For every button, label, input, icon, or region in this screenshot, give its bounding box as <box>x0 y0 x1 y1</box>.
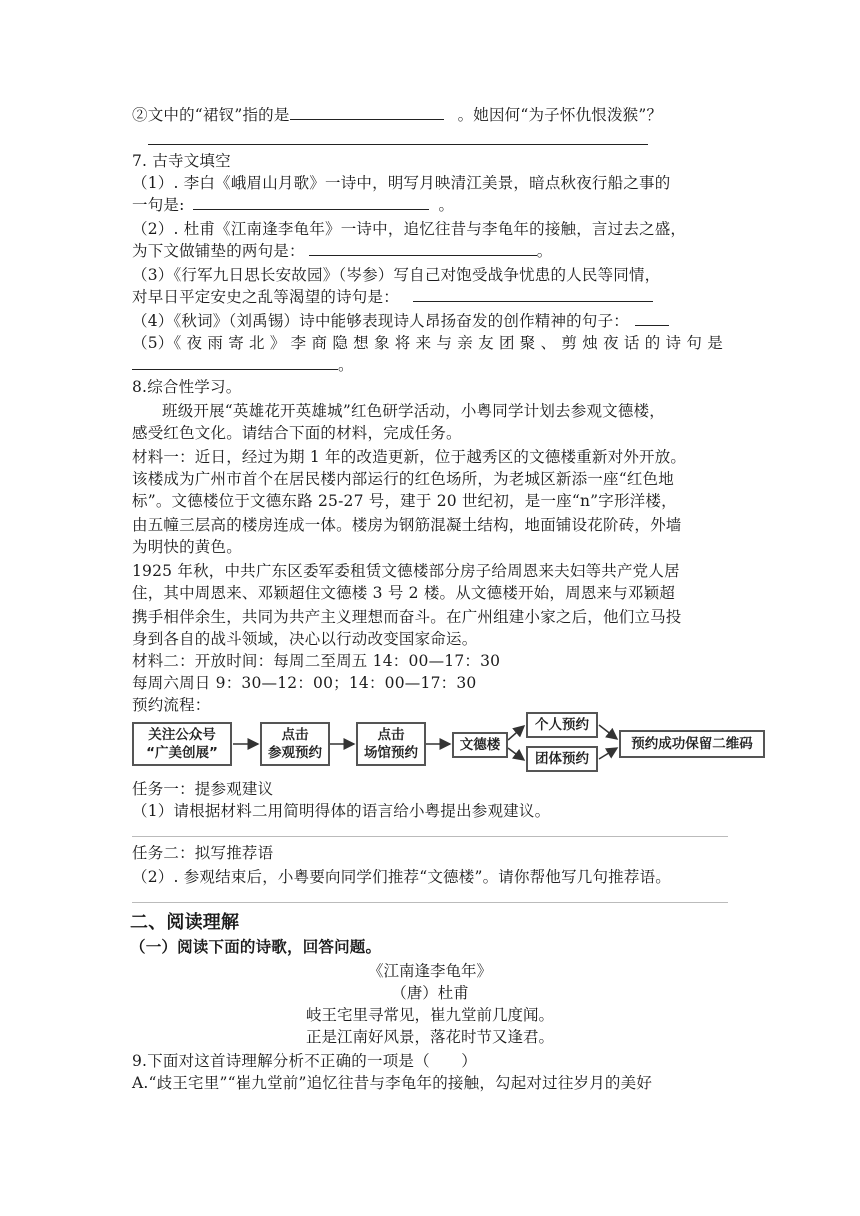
flow-box-follow-account: 关注公众号 “广美创展” <box>132 722 232 766</box>
paragraph-line: 班级开展“英雄花开英雄城”红色研学活动，小粤同学计划去参观文德楼， <box>162 402 665 420</box>
answer-line[interactable] <box>132 836 728 837</box>
task-question: （2）. 参观结束后，小粤要向同学们推荐“文德楼”。请你帮他写几句推荐语。 <box>132 868 671 886</box>
material-line: 预约流程： <box>132 696 211 714</box>
flow-box-click-visit-booking: 点击 参观预约 <box>260 722 330 766</box>
task-question: （1）请根据材料二用简明得体的语言给小粤提出参观建议。 <box>132 802 551 820</box>
material-line: 材料一：近日，经过为期 1 年的改造更新，位于越秀区的文德楼重新对外开放。 <box>132 448 687 466</box>
answer-blank[interactable] <box>309 241 537 256</box>
answer-blank[interactable] <box>290 105 444 120</box>
answer-line[interactable] <box>132 902 728 903</box>
material-line: 身到各自的战斗领域，决心以行动改变国家命运。 <box>132 630 478 648</box>
material-line: 每周六周日 9：30—12：00；14：00—17：30 <box>132 674 477 692</box>
material-line: 材料二：开放时间：每周二至周五 14：00—17：30 <box>132 652 501 670</box>
poem-line: 正是江南好风景，落花时节又逢君。 <box>305 1028 554 1046</box>
question-item: 。 <box>132 354 354 376</box>
poem-line: 岐王宅里寻常见，崔九堂前几度闻。 <box>305 1006 554 1024</box>
task-title: 任务一：提参观建议 <box>132 780 274 798</box>
flow-box-individual-booking: 个人预约 <box>526 712 598 738</box>
material-line: 1925 年秋，中共广东区委军委租赁文德楼部分房子给周恩来夫妇等共产党人居 <box>132 562 680 580</box>
flow-box-click-venue-booking: 点击 场馆预约 <box>356 722 426 766</box>
task-title: 任务二：拟写推荐语 <box>132 844 274 862</box>
poem-author: （唐）杜甫 <box>391 984 469 1002</box>
question-text: 。她因何“为子怀仇恨泼猴”？ <box>457 106 663 124</box>
poem-title: 《江南逢李龟年》 <box>367 962 492 980</box>
flow-box-group-booking: 团体预约 <box>526 746 598 772</box>
question-title: 9.下面对这首诗理解分析不正确的一项是（ ） <box>132 1052 477 1070</box>
flow-box-keep-qr-code: 预约成功保留二维码 <box>619 730 765 758</box>
answer-blank[interactable] <box>132 355 338 370</box>
flow-box-wende-building: 文德楼 <box>452 732 508 758</box>
material-line: 为明快的黄色。 <box>132 538 242 556</box>
question-item: （2）. 杜甫《江南逢李龟年》一诗中，追忆往昔与李龟年的接触，言过去之盛， <box>132 220 687 238</box>
question-line <box>132 104 662 126</box>
section-heading: 二、阅读理解 <box>130 912 240 933</box>
question-item: 为下文做铺垫的两句是： 。 <box>132 242 553 260</box>
answer-blank[interactable] <box>148 130 648 145</box>
question-item: 一句是: 。 <box>132 196 455 214</box>
question-text: ②文中的“裙钗”指的是 <box>132 106 290 124</box>
question-item: （3）《行军九日思长安故园》（岑参）写自己对饱受战争忧患的人民等同情， <box>132 266 661 284</box>
question-title: 8.综合性学习。 <box>132 378 242 396</box>
answer-blank[interactable] <box>413 287 653 302</box>
flow-arrow <box>599 748 617 759</box>
paragraph-line: 感受红色文化。请结合下面的材料，完成任务。 <box>132 424 462 442</box>
answer-blank[interactable] <box>193 195 429 210</box>
subsection-heading: （一）阅读下面的诗歌，回答问题。 <box>130 938 382 956</box>
question-option: A.“歧王宅里”“崔九堂前”追忆往昔与李龟年的接触，勾起对过往岁月的美好 <box>132 1074 653 1092</box>
material-line: 该楼成为广州市首个在居民楼内部运行的红色场所，为老城区新添一座“红色地 <box>132 470 674 488</box>
question-item: （5）《 夜 雨 寄 北 》 李 商 隐 想 象 将 来 与 亲 友 团 聚 、 剪 烛 夜 话 的 诗 句 是 <box>132 334 723 352</box>
question-item: 对早日平定安史之乱等渴望的诗句是： <box>132 286 653 308</box>
question-title: 7. 古寺文填空 <box>132 152 231 170</box>
material-line: 住，其中周恩来、邓颖超住文德楼 3 号 2 楼。从文德楼开始，周恩来与邓颖超 <box>132 584 676 602</box>
flow-arrow <box>508 726 524 740</box>
flow-arrow <box>508 748 524 760</box>
question-item: （4）《秋词》（刘禹锡）诗中能够表现诗人昂扬奋发的创作精神的句子： <box>132 310 669 332</box>
material-line: 携手相伴余生，共同为共产主义理想而奋斗。在广州组建小家之后，他们立马投 <box>132 608 682 626</box>
answer-blank[interactable] <box>635 311 669 326</box>
question-item: （1）. 李白《峨眉山月歌》一诗中，明写月映清江美景，暗点秋夜行船之事的 <box>132 174 671 192</box>
flow-arrow <box>599 725 617 739</box>
material-line: 标”。文德楼位于文德东路 25-27 号，建于 20 世纪初，是一座“n”字形洋楼， <box>132 492 677 510</box>
material-line: 由五幢三层高的楼房连成一体。楼房为钢筋混凝土结构，地面铺设花阶砖，外墙 <box>132 516 682 534</box>
booking-flow-diagram <box>130 708 770 774</box>
